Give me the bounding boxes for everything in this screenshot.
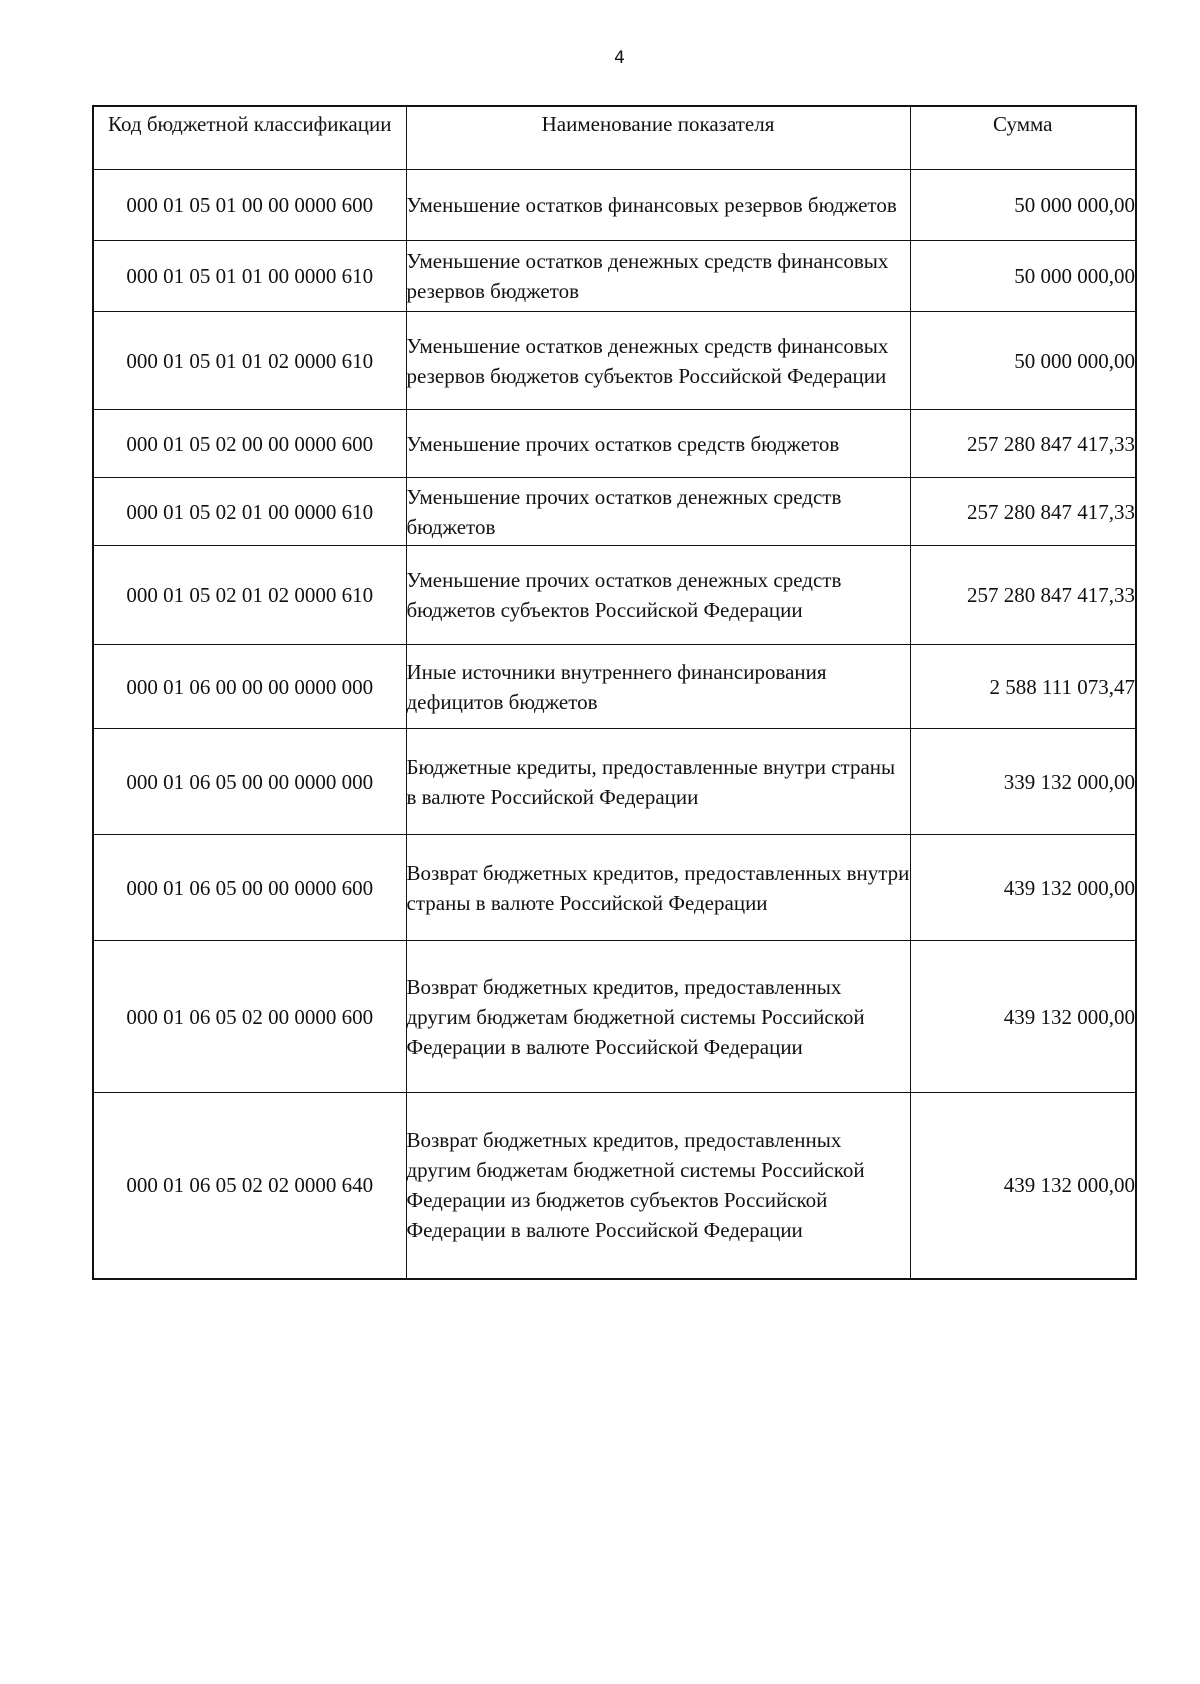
indicator-name-cell: Бюджетные кредиты, предоставленные внутри страны в валюте Российской Федерации: [406, 729, 910, 835]
table-header-row: [93, 106, 1136, 170]
table-row: [93, 478, 1136, 546]
indicator-name-cell: Уменьшение прочих остатков денежных средств бюджетов субъектов Российской Федерации: [406, 546, 910, 645]
table-row: [93, 729, 1136, 835]
budget-code-cell: 000 01 06 05 00 00 0000 000: [93, 729, 406, 835]
budget-code-cell: 000 01 05 02 01 02 0000 610: [93, 546, 406, 645]
indicator-name-cell: Уменьшение прочих остатков средств бюджетов: [406, 410, 910, 478]
table-row: [93, 170, 1136, 241]
amount-cell: 257 280 847 417,33: [910, 478, 1136, 546]
budget-code-cell: 000 01 06 00 00 00 0000 000: [93, 645, 406, 729]
budget-code-cell: 000 01 06 05 02 02 0000 640: [93, 1093, 406, 1279]
indicator-name-cell: Возврат бюджетных кредитов, предоставленных внутри страны в валюте Российской Федерации: [406, 835, 910, 941]
amount-cell: 439 132 000,00: [910, 941, 1136, 1093]
amount-cell: 339 132 000,00: [910, 729, 1136, 835]
column-header-sum: Сумма: [910, 106, 1136, 170]
indicator-name-cell: Уменьшение остатков денежных средств финансовых резервов бюджетов субъектов Российской Федерации: [406, 312, 910, 410]
column-header-name: Наименование показателя: [406, 106, 910, 170]
table-row: [93, 835, 1136, 941]
budget-code-cell: 000 01 05 02 00 00 0000 600: [93, 410, 406, 478]
indicator-name-cell: Возврат бюджетных кредитов, предоставленных другим бюджетам бюджетной системы Российской Федерации в валюте Российской Федерации: [406, 941, 910, 1093]
amount-cell: 50 000 000,00: [910, 312, 1136, 410]
table-row: [93, 410, 1136, 478]
table-row: [93, 941, 1136, 1093]
budget-code-cell: 000 01 06 05 00 00 0000 600: [93, 835, 406, 941]
amount-cell: 50 000 000,00: [910, 170, 1136, 241]
amount-cell: 50 000 000,00: [910, 241, 1136, 312]
budget-code-cell: 000 01 05 02 01 00 0000 610: [93, 478, 406, 546]
table-row: [93, 1093, 1136, 1279]
table-row: [93, 546, 1136, 645]
budget-code-cell: 000 01 05 01 01 02 0000 610: [93, 312, 406, 410]
indicator-name-cell: Возврат бюджетных кредитов, предоставленных другим бюджетам бюджетной системы Российской Федерации из бюджетов субъектов Российской Федерации в валюте Российской Федерации: [406, 1093, 910, 1279]
page-number: 4: [614, 48, 625, 68]
budget-code-cell: 000 01 06 05 02 00 0000 600: [93, 941, 406, 1093]
indicator-name-cell: Уменьшение остатков финансовых резервов бюджетов: [406, 170, 910, 241]
amount-cell: 439 132 000,00: [910, 835, 1136, 941]
amount-cell: 439 132 000,00: [910, 1093, 1136, 1279]
budget-code-cell: 000 01 05 01 01 00 0000 610: [93, 241, 406, 312]
amount-cell: 257 280 847 417,33: [910, 546, 1136, 645]
amount-cell: 257 280 847 417,33: [910, 410, 1136, 478]
indicator-name-cell: Уменьшение прочих остатков денежных средств бюджетов: [406, 478, 910, 546]
budget-code-cell: 000 01 05 01 00 00 0000 600: [93, 170, 406, 241]
table-row: [93, 241, 1136, 312]
table-row: [93, 312, 1136, 410]
indicator-name-cell: Иные источники внутреннего финансирования дефицитов бюджетов: [406, 645, 910, 729]
budget-sources-table: [92, 105, 1137, 1280]
amount-cell: 2 588 111 073,47: [910, 645, 1136, 729]
column-header-code: Код бюджетной классификации: [93, 106, 406, 170]
indicator-name-cell: Уменьшение остатков денежных средств финансовых резервов бюджетов: [406, 241, 910, 312]
table-row: [93, 645, 1136, 729]
